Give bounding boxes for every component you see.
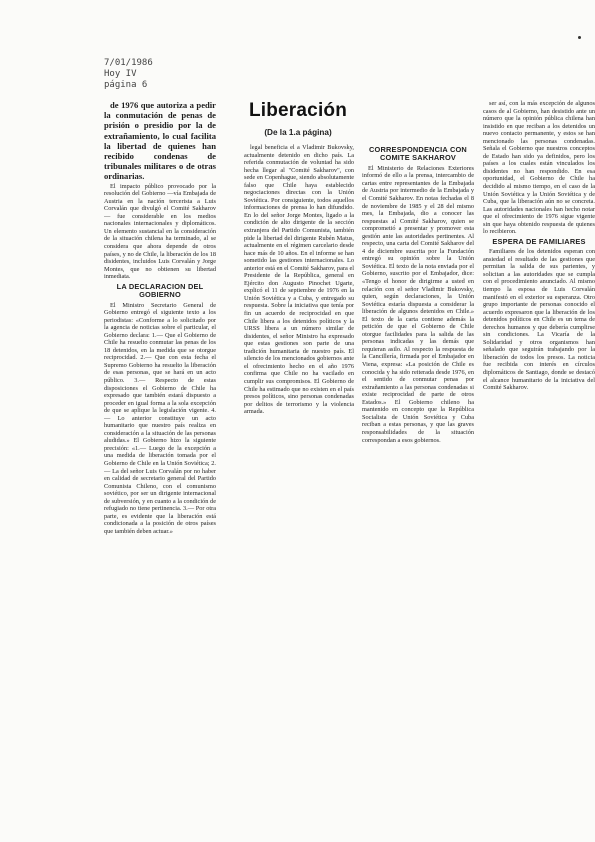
lead-paragraph: de 1976 que autoriza a pedir la conmutación de penas de prisión o presidio por la de extrañamiento, lo cual facilita la libertad de quienes han recibido condenas de tribunales militares o de otras ordinarias.: [104, 100, 216, 182]
column-3: [362, 144, 474, 828]
body-paragraph: El Ministerio de Relaciones Exteriores informó de ello a la prensa, intercambio de cartas entre representantes de la Embajada de Austria por intermedio de la Embajada y el Comité Sakharov. En notas fechadas el 8 de noviembre de 1985 y el 28 del mismo mes, la Embajada, dio a conocer las respuestas al Comité Sakharov, quien se comprometió a presentar y promover esta gestión ante las autoridades pertinentes. Al respecto, una carta del Comité Sakharov del 4 de diciembre suscrita por la Fundación entregó su opinión sobre la Unión Soviética. El texto de la nota enviada por el Gobierno, suscrito por el Embajador, dice: «Tengo el honor de dirigirme a usted en relación con el señor Vladimir Bukovsky, quien, según declaraciones, la Unión Soviética estaría dispuesta a considerar la liberación de algunos detenidos en Chile.» El texto de la carta contiene además la petición de que el Gobierno de Chile otorgue facilidades para la salida de las personas indicadas y las demás que requieran asilo. Al respecto la respuesta de la Cancillería, firmada por el Embajador en Viena, expresa: «La posición de Chile es conocida y ha sido reiterada desde 1976, en el sentido de conmutar penas por extrañamiento a las personas condenadas si existe reciprocidad de parte de otros Estados.» El Gobierno chileno ha mantenido en concepto que la República Socialista de Unión Soviética y Cuba reciban a estas personas, y que las graves responsabilidades de la situación correspondan a esos gobiernos.: [362, 164, 474, 444]
body-paragraph: El impacto público provocado por la resolución del Gobierno —vía Embajada de Austria en la nación tercerista a Luis Corvalán que divulgó el Comité Sakharov— fue considerable en los medios nacionales internacionales y diplomáticos. Un elemento sustancial en la consideración de la situación chilena ha terminado, al se considera que ahora depende de otros países, y no de Chile, la liberación de los 18 disidentes, incluidos Luis Corvalán y Jorge Montes, que no obtienen su libertad inmediata.: [104, 182, 216, 281]
annotation-source: Hoy IV: [104, 69, 137, 79]
body-paragraph: ser así, con la más excepción de algunos casos de al Gobierno, han desistido ante un número que la opinión pública chilena han insistido en que reciban a los detenidos un nuevo contacto permanente, y estos se han mencionado las personas condenadas. Señala el Gobierno que nuestros conceptos de Estado han sido ya definidos, pero los países a los cuales están vinculados los disidentes no han respondido. En esa oportunidad, el Gobierno de Chile ha decidido al mismo tiempo, en el caso de la Unión Soviética y la Unión Soviética y de Cuba, que la liberación aún no se concreta. Las autoridades nacionales han hecho notar que el ofrecimiento de 1976 sigue vigente sin que haya obtenido respuesta de quienes lo recibieron.: [483, 100, 595, 236]
column-4: [483, 100, 595, 828]
headline: Liberación: [248, 100, 348, 121]
section-heading-government: LA DECLARACION DEL GOBIERNO: [116, 281, 204, 300]
annotation-date: 7/01/1986: [104, 58, 153, 68]
column-2: [244, 144, 354, 828]
column-1: [104, 100, 216, 828]
scan-mark: [578, 36, 581, 39]
annotation-page: página 6: [104, 80, 148, 90]
body-paragraph: legal beneficia el a Vladimir Bukovsky, actualmente detenido en dicho país. La referida conmutación de voluntad ha sido hecha llegar al "Comité Sakharov", con sede en Copenhague, siendo absolutamente falso que Chile haya establecido negociaciones directas con la Unión Soviética. Por consiguiente, todos aquellos informaciones de prensa lo han difundido. En lo del señor Jorge Montes, ligado a la condición de alto dirigente de la sección extranjera del Partido Comunista, también pide la libertad del dirigente Rubén Matus, actualmente en el régimen carcelario desde hace más de 10 años. En el informe se han sometido las gestiones internacionales. Lo anterior está en el Comité Sakharov, para el Presidente de la República, general en Ejército don Augusto Pinochet Ugarte, explicó el 11 de septiembre de 1976 en la Unión Soviética y a Cuba, y entregado su respuesta. Sobre la iniciativa que tenía por fin un acuerdo de reciprocidad en que Chile libera a los detenidos políticos y la URSS libera a un número similar de disidentes, el señor Ministro ha expresado que estas gestiones son parte de una tradición humanitaria de nuestro país. El silencio de los mencionados gobiernos ante el ofrecimiento hecho en el año 1976 confirma que Chile no ha vacilado en cumplir sus compromisos. El Gobierno de Chile ha estimado que no existen en el país presos políticos, sino personas condenadas por delitos de terrorismo y la violencia armada.: [244, 144, 354, 416]
continuation-note: (De la 1.a página): [264, 128, 332, 137]
body-paragraph: El Ministro Secretario General de Gobierno entregó el siguiente texto a los periodistas: «Conforme a lo solicitado por la agencia de noticias sobre el particular, el Gobierno declara: 1.— Que el Gobierno de Chile ha resuelto conmutar las penas de los 18 detenidos, en la medida que se otorgue reciprocidad. 2.— Que con esta fecha el Supremo Gobierno ha resuelto la liberación de esas personas, que se hará en un acto público. 3.— Respecto de estas disposiciones el Gobierno de Chile ha expresado que también estará dispuesto a proceder en igual forma a la sola excepción de que se aplique la legislación vigente. 4.— Lo anterior constituye un acto humanitario que nuestro país realiza en consideración a la situación de las personas aludidas.» El Gobierno hizo la siguiente precisión: «1.— Luego de la excepción a una medida de liberación tomada por el Gobierno de Chile en la Unión Soviética; 2.— La del señor Luis Corvalán por no haber en calidad de secretario general del Partido Comunista Chileno, con el comunismo soviético, por ser un dirigente internacional de subversión, y en cuanto a la condición de refugiado no tiene pertinencia. 3.— Por otra parte, es evidente que la liberación está condicionada a la posición de otros países que también deben actuar.»: [104, 301, 216, 535]
body-paragraph: Familiares de los detenidos esperan con ansiedad el resultado de las gestiones que permitan la salida de sus parientes, y solicitan a las autoridades que se cumpla con el procedimiento anunciado. Al mismo tiempo la esposa de Luis Corvalán manifestó en el exterior su esperanza. Otro grupo importante de personas conocido el acuerdo expresaron que la liberación de los detenidos políticos en Chile es un tema de derechos humanos y que debería cumplirse sin condiciones. La Vicaría de la Solidaridad y otros organismos han señalado que seguirán trabajando por la liberación de todos los presos. La noticia fue recibida con interés en círculos diplomáticos de Santiago, donde se destacó el alcance humanitario de la iniciativa del Comité Sakharov.: [483, 248, 595, 392]
section-heading-sakharov: CORRESPONDENCIA CON COMITE SAKHAROV: [369, 145, 467, 163]
typed-annotation: [104, 58, 184, 91]
section-heading-families: ESPERA DE FAMILIARES: [492, 236, 586, 246]
